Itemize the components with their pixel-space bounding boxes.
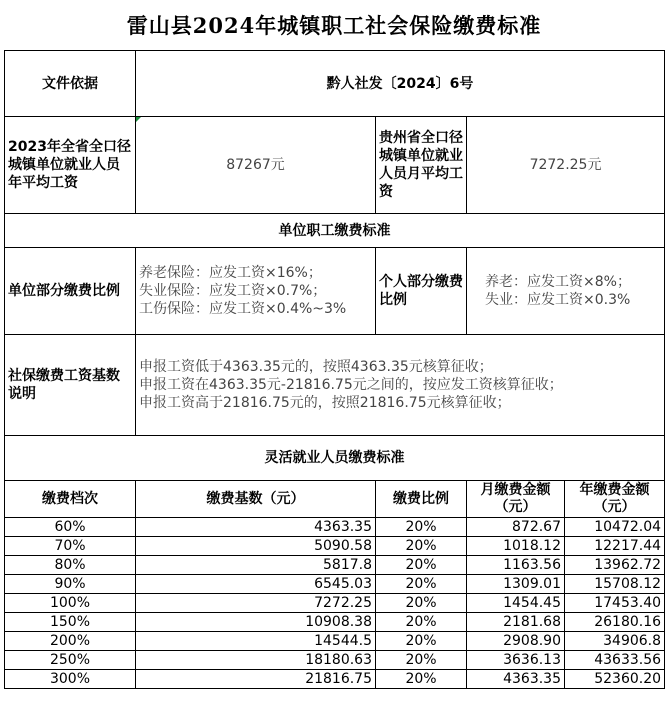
- flexible-section-header: 灵活就业人员缴费标准: [5, 436, 665, 481]
- cell-base: 6545.03: [136, 575, 376, 594]
- cell-annual: 52360.20: [565, 670, 665, 689]
- unit-rate-unemployment: 失业保险：应发工资×0.7%；: [139, 283, 327, 299]
- cell-tier: 250%: [5, 651, 136, 670]
- cell-rate: 20%: [376, 575, 467, 594]
- flexible-column-header-row: [5, 481, 665, 518]
- cell-base: 5817.8: [136, 556, 376, 575]
- cell-rate: 20%: [376, 670, 467, 689]
- annual-wage-value: 87267元: [136, 117, 376, 214]
- doc-basis-label: 文件依据: [5, 51, 136, 117]
- cell-monthly: 4363.35: [467, 670, 565, 689]
- base-note-line-high: 申报工资高于21816.75元的，按照21816.75元核算征收；: [139, 395, 511, 411]
- personal-rate-pension: 养老：应发工资×8%；: [485, 274, 631, 290]
- cell-annual: 15708.12: [565, 575, 665, 594]
- monthly-wage-value: 7272.25元: [467, 117, 665, 214]
- cell-rate: 20%: [376, 518, 467, 537]
- cell-base: 10908.38: [136, 613, 376, 632]
- cell-annual: 26180.16: [565, 613, 665, 632]
- cell-tier: 80%: [5, 556, 136, 575]
- cell-base: 7272.25: [136, 594, 376, 613]
- cell-rate: 20%: [376, 594, 467, 613]
- cell-annual: 12217.44: [565, 537, 665, 556]
- cell-annual: 10472.04: [565, 518, 665, 537]
- contribution-table: [4, 50, 665, 689]
- wage-row: [5, 117, 665, 214]
- cell-tier: 300%: [5, 670, 136, 689]
- cell-annual: 43633.56: [565, 651, 665, 670]
- table-row: [5, 670, 665, 689]
- cell-rate: 20%: [376, 632, 467, 651]
- table-row: [5, 613, 665, 632]
- cell-base: 18180.63: [136, 651, 376, 670]
- flexible-section-row: [5, 436, 665, 481]
- cell-tier: 60%: [5, 518, 136, 537]
- table-row: [5, 594, 665, 613]
- table-row: [5, 537, 665, 556]
- cell-tier: 100%: [5, 594, 136, 613]
- cell-base: 21816.75: [136, 670, 376, 689]
- unit-rate-label: 单位部分缴费比例: [5, 248, 136, 335]
- cell-base: 5090.58: [136, 537, 376, 556]
- unit-rate-lines: [136, 248, 376, 335]
- personal-rate-label: 个人部分缴费比例: [376, 248, 467, 335]
- employee-rate-row: [5, 248, 665, 335]
- table-row: [5, 556, 665, 575]
- cell-rate: 20%: [376, 556, 467, 575]
- base-note-line-low: 申报工资低于4363.35元的，按照4363.35元核算征收；: [139, 359, 493, 375]
- cell-rate: 20%: [376, 651, 467, 670]
- table-row: [5, 518, 665, 537]
- cell-tier: 70%: [5, 537, 136, 556]
- cell-rate: 20%: [376, 537, 467, 556]
- cell-monthly: 1018.12: [467, 537, 565, 556]
- base-note-lines: [136, 335, 665, 436]
- cell-monthly: 2908.90: [467, 632, 565, 651]
- doc-basis-value: 黔人社发〔2024〕6号: [136, 51, 665, 117]
- monthly-wage-label: 贵州省全口径城镇单位就业人员月平均工资: [376, 117, 467, 214]
- doc-basis-row: [5, 51, 665, 117]
- cell-tier: 90%: [5, 575, 136, 594]
- cell-monthly: 1454.45: [467, 594, 565, 613]
- personal-rate-lines: [467, 248, 665, 335]
- base-note-line-mid: 申报工资在4363.35元-21816.75元之间的，按应发工资核算征收；: [139, 377, 563, 393]
- flexible-rows: [5, 518, 665, 689]
- column-header-tier: 缴费档次: [5, 481, 136, 518]
- cell-monthly: 1309.01: [467, 575, 565, 594]
- cell-annual: 34906.8: [565, 632, 665, 651]
- cell-monthly: 1163.56: [467, 556, 565, 575]
- cell-annual: 17453.40: [565, 594, 665, 613]
- page-title: 雷山县2024年城镇职工社会保险缴费标准: [126, 13, 542, 38]
- column-header-base: 缴费基数（元）: [136, 481, 376, 518]
- base-note-label: 社保缴费工资基数说明: [5, 335, 136, 436]
- employee-section-row: [5, 214, 665, 248]
- cell-monthly: 3636.13: [467, 651, 565, 670]
- cell-monthly: 2181.68: [467, 613, 565, 632]
- employee-section-header: 单位职工缴费标准: [5, 214, 665, 248]
- column-header-annual: 年缴费金额（元）: [565, 481, 665, 518]
- annual-wage-label: 2023年全省全口径城镇单位就业人员年平均工资: [5, 117, 136, 214]
- table-row: [5, 632, 665, 651]
- cell-monthly: 872.67: [467, 518, 565, 537]
- table-row: [5, 651, 665, 670]
- cell-base: 14544.5: [136, 632, 376, 651]
- cell-tier: 150%: [5, 613, 136, 632]
- cell-tier: 200%: [5, 632, 136, 651]
- personal-rate-unemployment: 失业：应发工资×0.3%: [485, 292, 631, 308]
- cell-base: 4363.35: [136, 518, 376, 537]
- table-row: [5, 575, 665, 594]
- cell-annual: 13962.72: [565, 556, 665, 575]
- base-note-row: [5, 335, 665, 436]
- cell-rate: 20%: [376, 613, 467, 632]
- column-header-rate: 缴费比例: [376, 481, 467, 518]
- unit-rate-injury: 工伤保险：应发工资×0.4%~3%: [139, 301, 347, 317]
- unit-rate-pension: 养老保险：应发工资×16%；: [139, 265, 322, 281]
- column-header-monthly: 月缴费金额（元）: [467, 481, 565, 518]
